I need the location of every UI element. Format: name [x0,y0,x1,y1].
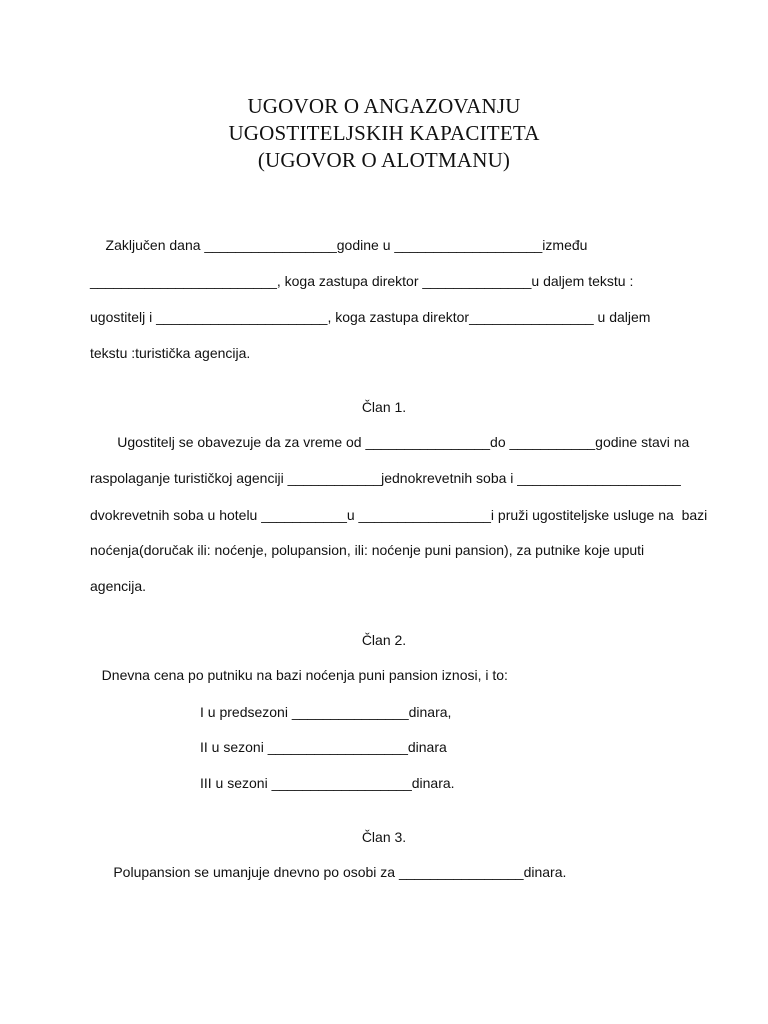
clan-1-line-4: noćenja(doručak ili: noćenje, polupansion, ili: noćenje puni pansion), za putnike koje uputi [90,542,645,558]
clan-1-line-2: raspolaganje turističkoj agenciji ____________jednokrevetnih soba i _____________________ [90,470,681,486]
clan-1-line-5: agencija. [90,578,147,594]
clan-2-intro: Dnevna cena po putniku na bazi noćenja puni pansion iznosi, i to: [90,667,508,683]
price-season: II u sezoni __________________dinara [200,739,447,755]
document-title-line-1: UGOVOR O ANGAZOVANJU [247,94,521,118]
document-title-line-2: UGOSTITELJSKIH KAPACITETA [228,121,540,145]
intro-line-4: tekstu :turistička agencija. [90,345,251,361]
price-postseason: III u sezoni __________________dinara. [200,775,455,791]
intro-line-2: ________________________, koga zastupa direktor ______________u daljem tekstu : [90,273,634,289]
clan-1-line-3: dvokrevetnih soba u hotelu ___________u _________________i pruži ugostiteljske usluge na bazi [90,507,708,523]
price-preseason: I u predsezoni _______________dinara, [200,704,452,720]
clan-1-heading: Član 1. [361,399,407,415]
document-title-line-3: (UGOVOR O ALOTMANU) [257,148,511,172]
clan-2-heading: Član 2. [361,632,407,648]
clan-3-text: Polupansion se umanjuje dnevno po osobi za ________________dinara. [90,864,567,880]
intro-line-3: ugostitelj i ______________________, koga zastupa direktor________________ u daljem [90,309,651,325]
clan-3-heading: Član 3. [361,829,407,845]
intro-line-1: Zaključen dana _________________godine u ___________________između [90,237,588,253]
clan-1-line-1: Ugostitelj se obavezuje da za vreme od ________________do ___________godine stavi na [90,434,690,450]
